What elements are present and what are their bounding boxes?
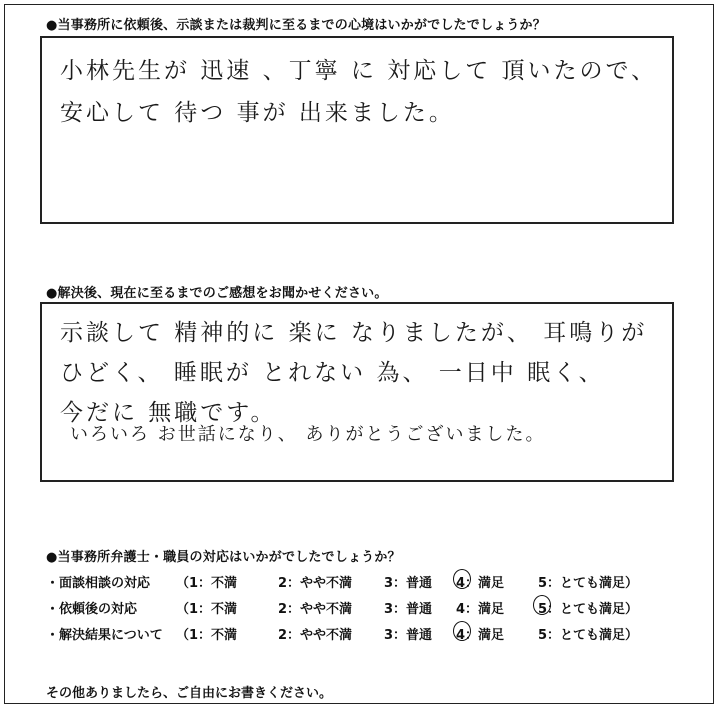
handwritten-answer-line: 安心して 待つ 事が 出来ました。 bbox=[60, 100, 455, 126]
rating-row-label: ・依頼後の対応 bbox=[46, 602, 138, 617]
scale-option-5: 5：とても満足） bbox=[538, 628, 639, 643]
scale-option-2: 2：やや不満 bbox=[278, 576, 353, 591]
scale-option-1: （1：不満 bbox=[176, 576, 238, 591]
handwritten-answer-line: ひどく、 睡眠が とれない 為、 一日中 眠く、 bbox=[60, 360, 605, 386]
handwritten-answer-line: 小林先生が 迅速 、丁寧 に 対応して 頂いたので、 bbox=[60, 58, 658, 84]
scale-option-4: 4：満足 bbox=[456, 628, 505, 643]
question-1-heading: ●当事務所に依頼後、示談または裁判に至るまでの心境はいかがでしたでしょうか？ bbox=[46, 18, 546, 33]
scale-option-3: 3：普通 bbox=[384, 576, 433, 591]
rating-row-label: ・解決結果について bbox=[46, 628, 163, 643]
scale-option-4: 4：満足 bbox=[456, 602, 505, 617]
question-1-answer-box bbox=[40, 36, 674, 224]
selected-rating-circle bbox=[453, 621, 471, 641]
scale-option-5: 5：とても満足） bbox=[538, 576, 639, 591]
handwritten-answer-line: 示談して 精神的に 楽に なりましたが、 耳鳴りが bbox=[60, 320, 648, 346]
footer-prompt: その他ありましたら、ご自由にお書きください。 bbox=[46, 686, 333, 701]
scale-option-2: 2：やや不満 bbox=[278, 602, 353, 617]
handwritten-answer-line: 今だに 無職です。 bbox=[60, 400, 277, 426]
handwritten-answer-line: いろいろ お世話になり、 ありがとうございました。 bbox=[70, 424, 546, 445]
scale-option-2: 2：やや不満 bbox=[278, 628, 353, 643]
question-3-heading: ●当事務所弁護士・職員の対応はいかがでしたでしょうか？ bbox=[46, 550, 401, 565]
scale-option-1: （1：不満 bbox=[176, 628, 238, 643]
question-2-answer-box bbox=[40, 302, 674, 482]
scale-option-4: 4：満足 bbox=[456, 576, 505, 591]
scale-option-3: 3：普通 bbox=[384, 602, 433, 617]
question-2-heading: ●解決後、現在に至るまでのご感想をお聞かせください。 bbox=[46, 286, 388, 301]
selected-rating-circle bbox=[533, 595, 551, 615]
scale-option-5: 5：とても満足） bbox=[538, 602, 639, 617]
selected-rating-circle bbox=[453, 569, 471, 589]
scale-option-1: （1：不満 bbox=[176, 602, 238, 617]
rating-row-label: ・面談相談の対応 bbox=[46, 576, 151, 591]
scale-option-3: 3：普通 bbox=[384, 628, 433, 643]
